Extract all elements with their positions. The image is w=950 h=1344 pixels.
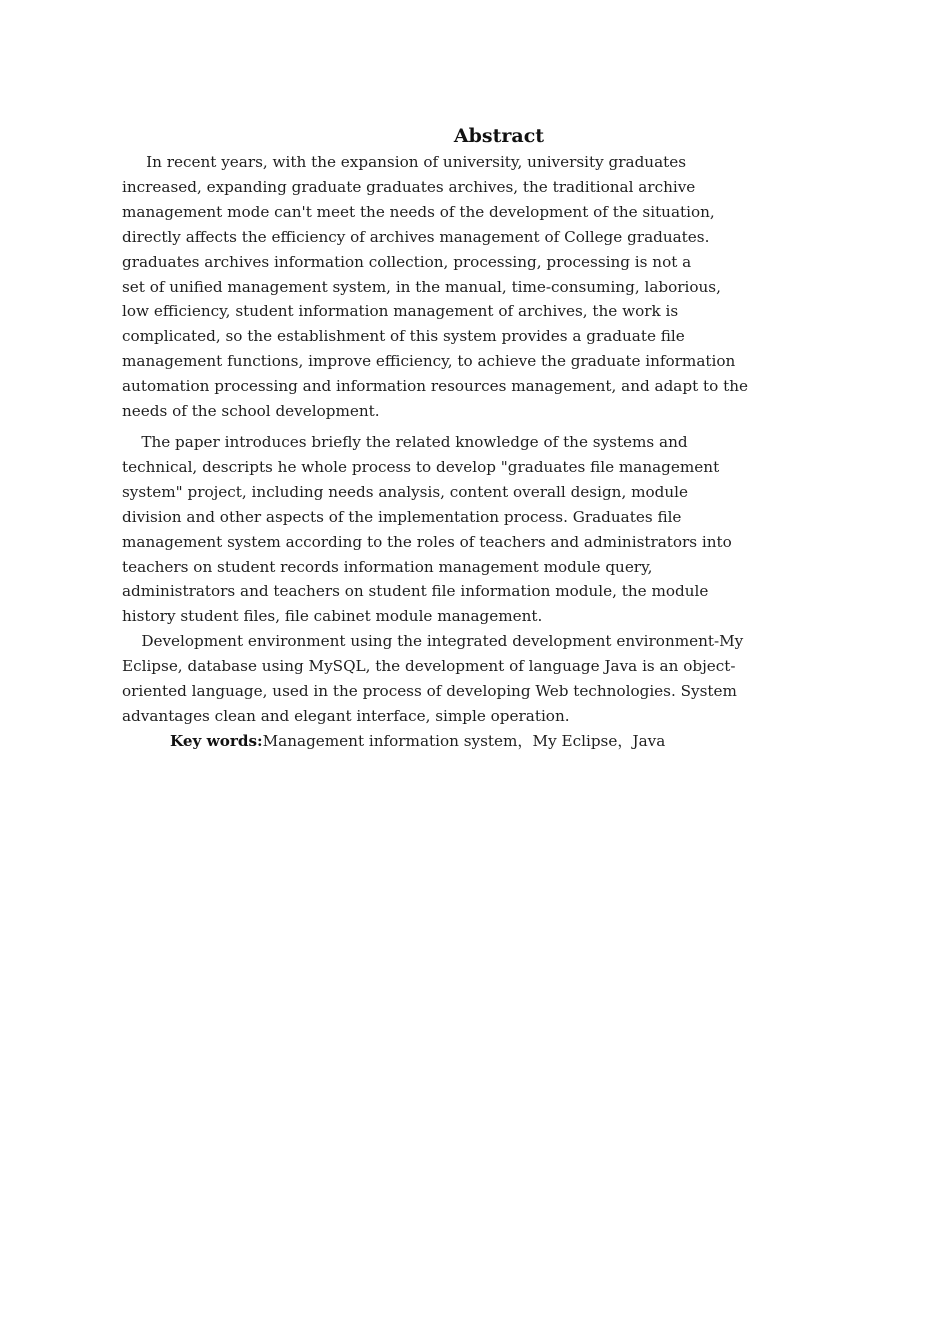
keywords-line <box>122 729 862 754</box>
keywords-value: Management information system，My Eclipse，Java <box>262 731 666 750</box>
abstract-paragraph-1: In recent years, with the expansion of university, university graduates increased, expanding graduate graduates archives, the traditional archive management mode can't meet the needs of the development of the situation, directly affects the efficiency of archives management of College graduates. graduates archives information collection, processing, processing is not a set of unified management system, in the manual, time-consuming, laborious, low efficiency, student information management of archives, the work is complicated, so the establishment of this system provides a graduate file management functions, improve efficiency, to achieve the graduate information automation processing and information resources management, and adapt to the needs of the school development. <box>122 153 748 421</box>
abstract-section <box>122 122 862 754</box>
keywords-label: Key words: <box>170 731 263 750</box>
abstract-paragraph-3: Development environment using the integrated development environment-My Eclipse, database using MySQL, the development of language Java is an object- oriented language, used in the process of developing Web technologies. System advantages clean and elegant interface, simple operation. <box>122 632 744 725</box>
abstract-title: Abstract <box>453 125 545 147</box>
abstract-paragraph-2: The paper introduces briefly the related knowledge of the systems and technical, descripts he whole process to develop "graduates file management system" project, including needs analysis, content overall design, module division and other aspects of the implementation process. Graduates file management system according to the roles of teachers and administrators into teachers on student records information management module query, administrators and teachers on student file information module, the module history student files, file cabinet module management. <box>122 432 732 626</box>
